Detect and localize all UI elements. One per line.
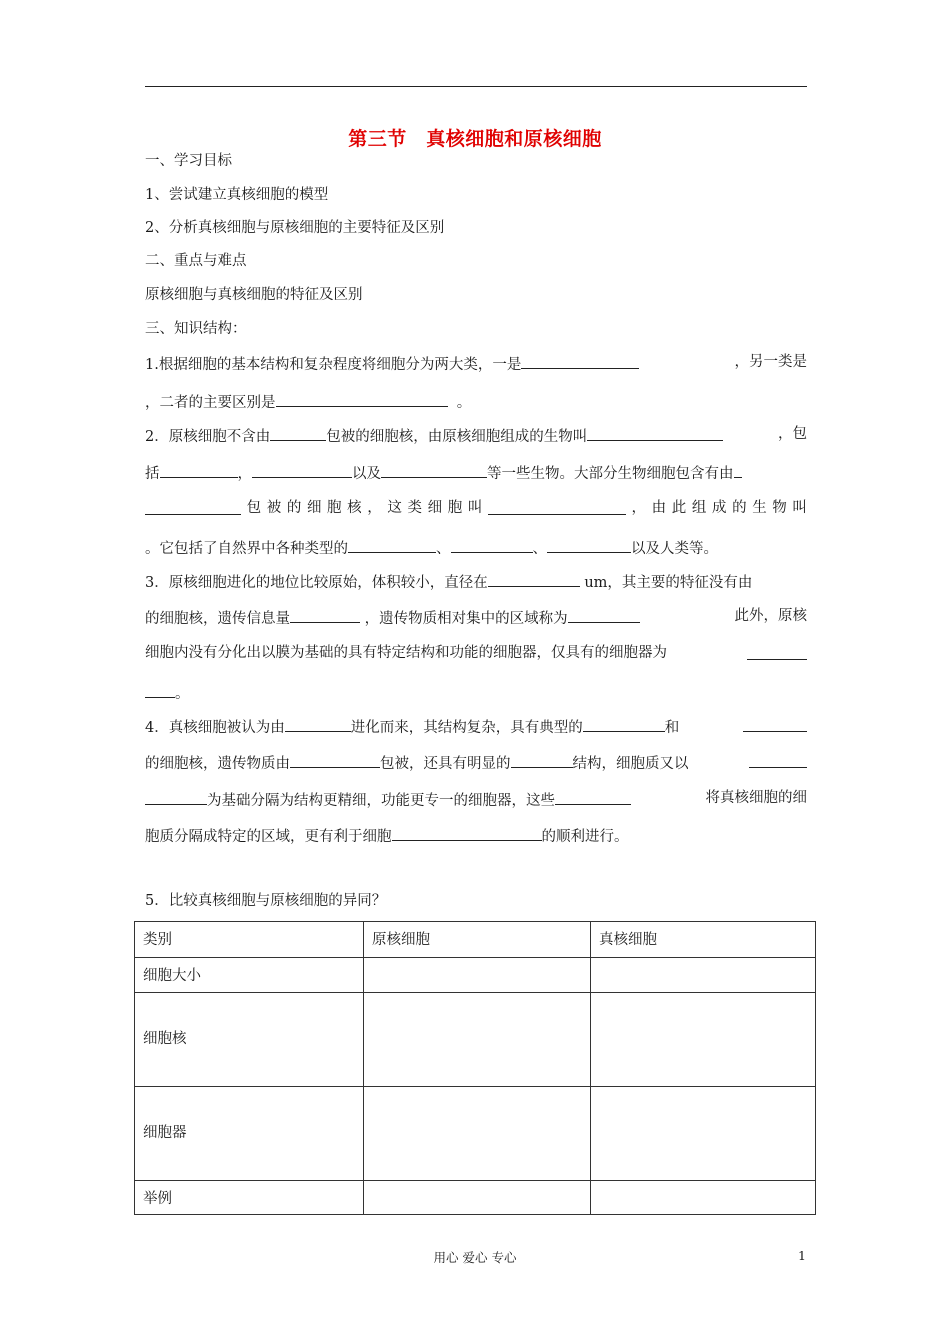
blank[interactable] xyxy=(145,787,207,805)
table-header-row xyxy=(135,922,816,958)
blank[interactable] xyxy=(734,460,742,478)
question-5: 5．比较真核细胞与原核细胞的异同？ xyxy=(145,893,387,909)
section-learning-goals: 一、学习目标 xyxy=(145,153,232,169)
answer-cell[interactable] xyxy=(364,993,591,1087)
blank[interactable] xyxy=(270,423,326,441)
question-2-line-3: 包 被 的 细 胞 核 ， 这 类 细 胞 叫 ， 由 此 组 成 的 生 物 叫 xyxy=(145,497,807,519)
goal-2: 2、分析真核细胞与原核细胞的主要特征及区别 xyxy=(145,220,445,236)
table-row xyxy=(135,958,816,993)
blank[interactable] xyxy=(749,750,807,768)
blank[interactable] xyxy=(252,460,352,478)
table-header-cell: 原核细胞 xyxy=(364,922,591,958)
page-number: 1 xyxy=(798,1248,806,1263)
blank[interactable] xyxy=(743,714,807,732)
section-knowledge-structure: 三、知识结构： xyxy=(145,321,247,337)
page-footer: 用心 爱心 专心 xyxy=(433,1250,517,1265)
answer-cell[interactable] xyxy=(591,1087,816,1181)
question-2-line-1: 2．原核细胞不含由 包被的细胞核，由原核细胞组成的生物叫 ，包 xyxy=(145,423,807,448)
answer-cell[interactable] xyxy=(591,1181,816,1215)
question-3-line-3: 细胞内没有分化出以膜为基础的具有特定结构和功能的细胞器，仅具有的细胞器为 xyxy=(145,642,807,664)
blank[interactable] xyxy=(747,642,807,660)
answer-cell[interactable] xyxy=(364,1181,591,1215)
key-point-text: 原核细胞与真核细胞的特征及区别 xyxy=(145,287,363,303)
blank[interactable] xyxy=(290,750,380,768)
blank[interactable] xyxy=(547,535,631,553)
blank[interactable] xyxy=(587,423,723,441)
question-4-line-4: 胞质分隔成特定的区域，更有利于细胞 的顺利进行。 xyxy=(145,823,629,848)
blank[interactable] xyxy=(348,535,436,553)
table-row xyxy=(135,1181,816,1215)
blank[interactable] xyxy=(511,750,573,768)
question-3-line-2: 的细胞核，遗传信息量 ，遗传物质相对集中的区域称为 此外，原核 xyxy=(145,605,807,630)
question-3-line-4: 。 xyxy=(145,680,190,705)
blank[interactable] xyxy=(145,680,175,698)
blank[interactable] xyxy=(568,605,640,623)
question-4-line-2: 的细胞核，遗传物质由 包被，还具有明显的 结构，细胞质又以 xyxy=(145,750,807,775)
blank[interactable] xyxy=(285,714,351,732)
blank[interactable] xyxy=(290,605,360,623)
table-row xyxy=(135,1087,816,1181)
blank[interactable] xyxy=(555,787,631,805)
blank[interactable] xyxy=(451,535,533,553)
section-key-points: 二、重点与难点 xyxy=(145,253,247,269)
row-label: 举例 xyxy=(135,1181,364,1215)
question-1-line-1: 1.根据细胞的基本结构和复杂程度将细胞分为两大类，一是 ，另一类是 xyxy=(145,351,807,376)
question-1-line-2: ，二者的主要区别是 。 xyxy=(145,389,471,414)
header-rule xyxy=(145,86,807,87)
blank[interactable] xyxy=(392,823,542,841)
question-4-line-3: 为基础分隔为结构更精细，功能更专一的细胞器，这些 将真核细胞的细 xyxy=(145,787,807,812)
question-4-line-1: 4．真核细胞被认为由 进化而来，其结构复杂，具有典型的 和 xyxy=(145,714,807,739)
row-label: 细胞器 xyxy=(135,1087,364,1181)
question-2-line-4: 。它包括了自然界中各种类型的 、 、 以及人类等。 xyxy=(145,535,718,560)
answer-cell[interactable] xyxy=(364,958,591,993)
answer-cell[interactable] xyxy=(591,958,816,993)
blank[interactable] xyxy=(488,569,580,587)
answer-cell[interactable] xyxy=(591,993,816,1087)
blank[interactable] xyxy=(276,389,448,407)
question-2-line-2: 括 ， 以及 等一些生物。大部分生物细胞包含有由 xyxy=(145,460,742,485)
goal-1: 1、尝试建立真核细胞的模型 xyxy=(145,187,329,203)
blank[interactable] xyxy=(145,497,241,515)
answer-cell[interactable] xyxy=(364,1087,591,1181)
blank[interactable] xyxy=(583,714,665,732)
page-title: 第三节 真核细胞和原核细胞 xyxy=(348,128,602,150)
comparison-table xyxy=(134,921,816,1215)
row-label: 细胞大小 xyxy=(135,958,364,993)
row-label: 细胞核 xyxy=(135,993,364,1087)
table-row xyxy=(135,993,816,1087)
blank[interactable] xyxy=(488,497,626,515)
question-3-line-1: 3．原核细胞进化的地位比较原始，体积较小，直径在 um，其主要的特征没有由 xyxy=(145,569,807,594)
table-header-cell: 类别 xyxy=(135,922,364,958)
table-header-cell: 真核细胞 xyxy=(591,922,816,958)
blank[interactable] xyxy=(381,460,487,478)
blank[interactable] xyxy=(160,460,238,478)
blank[interactable] xyxy=(521,351,639,369)
